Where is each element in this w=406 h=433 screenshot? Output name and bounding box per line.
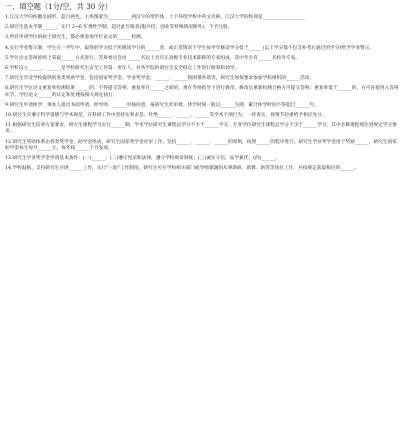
question-text: 10.研究生应遵守科学道德与学术规范，在科研工作中坚持实事求是，杜绝______、______、______等学术不端行为，一经查实，视情节轻重给予相应处分。	[5, 113, 327, 119]
question-text: 1.江汉大学的校徽呈圆形，蓝白两色，主体图案为__________两汉字的变形体，上下环绕学校中英文名称。江汉大学的校训是__________________	[5, 15, 305, 20]
question-text: 7.研究生享受学校提供的各类奖助学金，包括国家奖学金、学业奖学金、______、______和困难补助等，研究生须按要求参加学校组织的______活动。	[5, 76, 315, 82]
question-text: 12.研究生奖助体系由各类奖学金、助学金组成，研究生国家奖学金评审工作，坚持______、______、______的原则，按照______的程序进行。研究生学业奖学金用于奖励______，研究生国家助学金每生每月______元，每年按______个月发放。	[5, 139, 397, 151]
question-text: 11.根据研究生培养方案要求，研究生课程学习实行______制，学术学位研究生课程总学分不少于______学分，专业学位研究生课程总学分不少于______学分，其中必修课程须达到规定学分要求。	[5, 123, 397, 135]
question-text: 4.实行学业警示制，学生在一学年中，取得的学分低于所修读学分的______者，或正常情况下学生每学年修读学分低于______(以上学分都不包含补考后通过的学分)给予学业警示。	[5, 45, 375, 51]
question-item	[5, 123, 401, 135]
question-item	[5, 113, 401, 119]
question-item	[5, 15, 401, 21]
question-text: 8.研究生学位论文重复率检测结果______的，不得提交答辩；重复率在______之间的，须在导师指导下进行修改，修改后重新检测合格方可提交答辩；重复率低于______的，方可直接进入答辩环节。学位论文______的认定和处理按相关规定执行。	[5, 86, 399, 98]
question-text: 9.研究生申请休学，须本人提出书面申请，经导师、______审核同意，报研究生处审批。休学时间一般以______为期，累计休学时间不得超过______年。	[5, 102, 319, 108]
question-text: 14.学校鼓励、支持研究生开展______工作，实行"三助"工作制度，研究生可在学校相关部门或导师课题组从事助研、助教、助管等岗位工作，并按规定获取相应的______。	[5, 166, 359, 172]
question-text: 6.学校设立______，______是学校研究生安全工作第一责任人，对各学院的研究生安全稳定工作进行统筹和领导。	[5, 66, 240, 72]
question-item	[5, 56, 401, 62]
question-item	[5, 140, 401, 152]
question-item	[5, 86, 401, 98]
question-item	[5, 166, 401, 172]
question-item	[5, 66, 401, 72]
question-item	[5, 76, 401, 82]
question-list	[5, 15, 401, 172]
question-item	[5, 25, 401, 31]
section-title: 一、填空题（1分/空，共 30 分）	[5, 2, 112, 11]
question-text: 5.学位论文答辩原则上采取______方式进行，答辩委员会由______名以上具有正高级专业技术职称的专家组成，其中至少有______名校外专家。	[5, 55, 301, 61]
question-item	[5, 103, 401, 109]
question-item	[5, 46, 401, 52]
question-text: 2.研究生基本学制______，实行 2~6 年弹性学制，超过此年限者(服兵役、创业等特殊情况除外)，不予注册。	[5, 25, 233, 31]
question-item	[5, 35, 401, 41]
question-text: 3.所有申请学位的硕士研究生，都必须参加学位论文的______检测。	[5, 35, 146, 41]
question-text: 13.研究生学业奖学金申请基本条件：(一)______；(二)遵守宪法和法律，遵守学校规章制度；(三)诚实守信，品学兼优；(四)______。	[5, 156, 281, 162]
question-item	[5, 156, 401, 162]
